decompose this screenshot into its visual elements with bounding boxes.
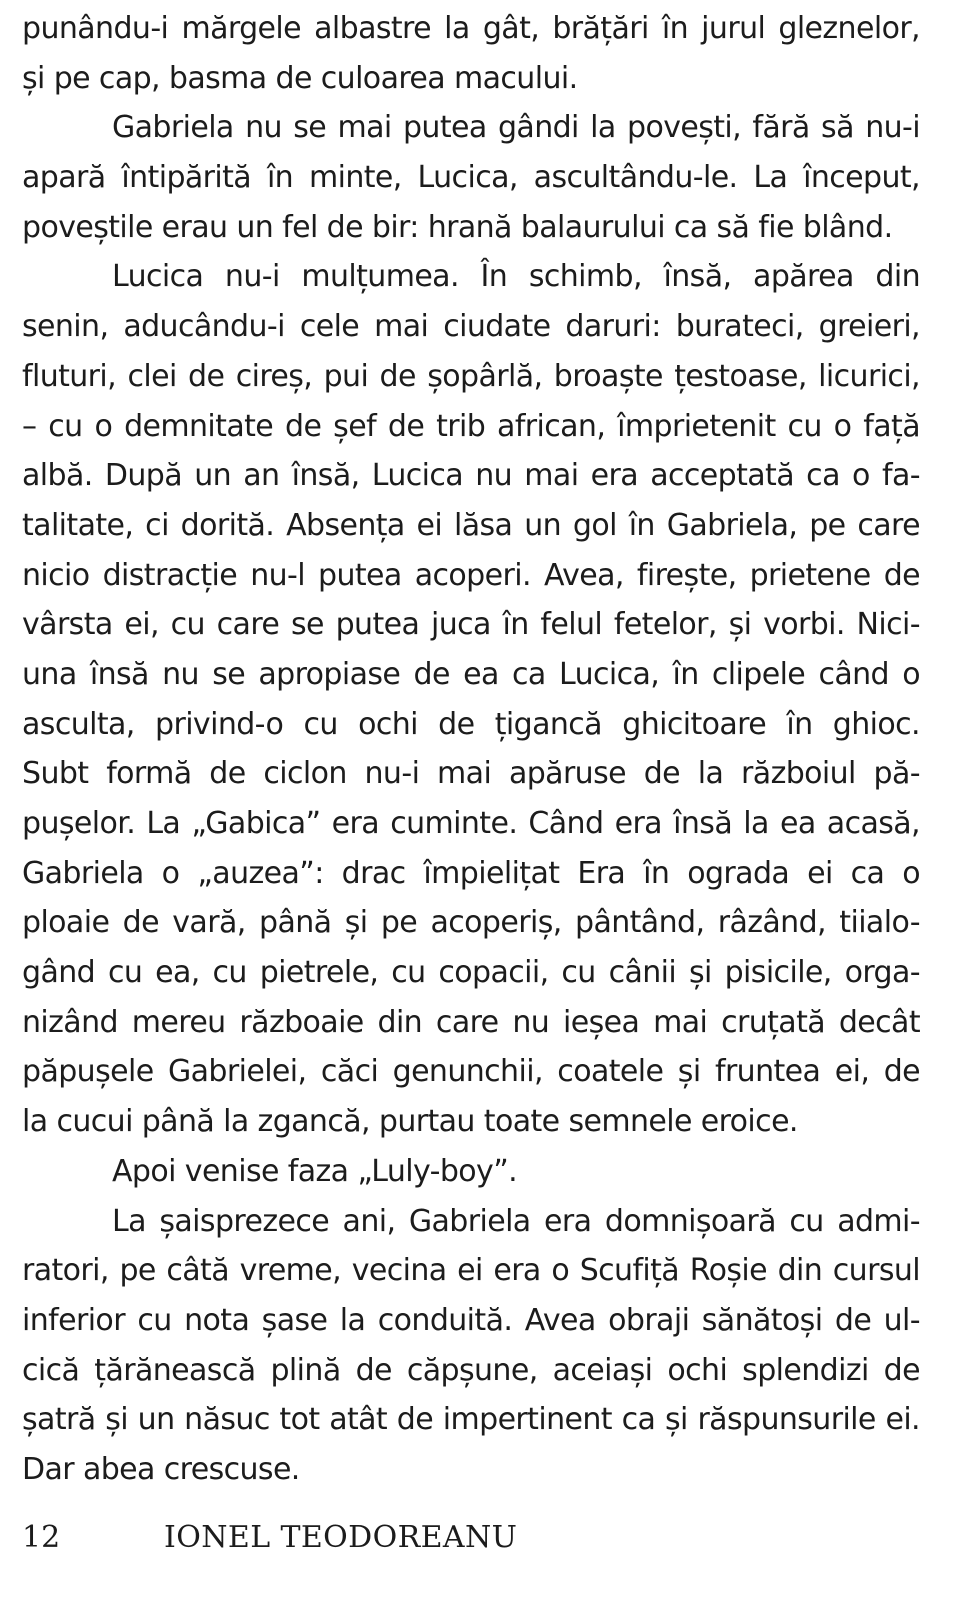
- text-line: Apoi venise faza „Luly-boy”.: [112, 1153, 518, 1189]
- text-line: Gabriela o „auzea”: drac împielițat Era în ograda ei ca o: [22, 855, 920, 891]
- text-line: vârsta ei, cu care se putea juca în felul fetelor, și vorbi. Nici-: [22, 607, 920, 643]
- text-line: cică țărănească plină de căpșune, aceiași ochi splendizi de: [22, 1352, 920, 1388]
- text-line: Lucica nu-i mulțumea. În schimb, însă, apărea din: [112, 259, 920, 295]
- text-line: păpușele Gabrielei, căci genunchii, coatele și fruntea ei, de: [22, 1054, 920, 1090]
- text-line: și pe cap, basma de culoarea macului.: [22, 60, 578, 96]
- page-footer: [22, 1518, 517, 1558]
- text-line: – cu o demnitate de șef de trib african, împrietenit cu o față: [22, 408, 920, 444]
- text-line: fluturi, clei de cireș, pui de șopârlă, broaște țestoase, licurici,: [22, 358, 920, 394]
- text-line: La șaisprezece ani, Gabriela era domnișoară cu admi-: [112, 1203, 920, 1239]
- text-line: la cucui până la zgancă, purtau toate semnele eroice.: [22, 1104, 798, 1140]
- page-number: 12: [22, 1520, 61, 1555]
- text-line: una însă nu se apropiase de ea ca Lucica, în clipele când o: [22, 656, 920, 692]
- text-line: apară întipărită în minte, Lucica, ascultându-le. La început,: [22, 160, 920, 196]
- text-line: poveștile erau un fel de bir: hrană balaurului ca să fie blând.: [22, 209, 893, 245]
- text-line: Gabriela nu se mai putea gândi la povești, fără să nu-i: [112, 110, 920, 146]
- text-line: albă. După un an însă, Lucica nu mai era acceptată ca o fa-: [22, 458, 920, 494]
- text-line: inferior cu nota șase la conduită. Avea obraji sănătoși de ul-: [22, 1302, 920, 1338]
- text-line: ploaie de vară, până și pe acoperiș, pântând, râzând, tiialo-: [22, 905, 920, 941]
- text-line: ratori, pe câtă vreme, vecina ei era o Scufiță Roșie din cursul: [22, 1253, 920, 1289]
- text-line: nicio distracție nu-l putea acoperi. Avea, firește, prietene de: [22, 557, 920, 593]
- text-line: Dar abea crescuse.: [22, 1451, 300, 1487]
- text-line: punându-i mărgele albastre la gât, brățări în jurul gleznelor,: [22, 11, 920, 46]
- page-body: [22, 4, 920, 1495]
- text-line: talitate, ci dorită. Absența ei lăsa un gol în Gabriela, pe care: [22, 507, 920, 543]
- text-line: asculta, privind-o cu ochi de țigancă ghicitoare în ghioc.: [22, 706, 920, 742]
- text-line: nizând mereu războaie din care nu ieșea mai cruțată decât: [22, 1004, 920, 1040]
- text-line: gând cu ea, cu pietrele, cu copacii, cu cânii și pisicile, orga-: [22, 955, 920, 991]
- text-line: șatră și un năsuc tot atât de impertinent ca și răspunsurile ei.: [22, 1402, 920, 1438]
- author-name: IONEL TEODOREANU: [164, 1520, 518, 1555]
- text-line: pușelor. La „Gabica” era cuminte. Când era însă la ea acasă,: [22, 806, 920, 841]
- text-line: senin, aducându-i cele mai ciudate daruri: burateci, greieri,: [22, 309, 920, 345]
- text-line: Subt formă de ciclon nu-i mai apăruse de la războiul pă-: [22, 756, 920, 792]
